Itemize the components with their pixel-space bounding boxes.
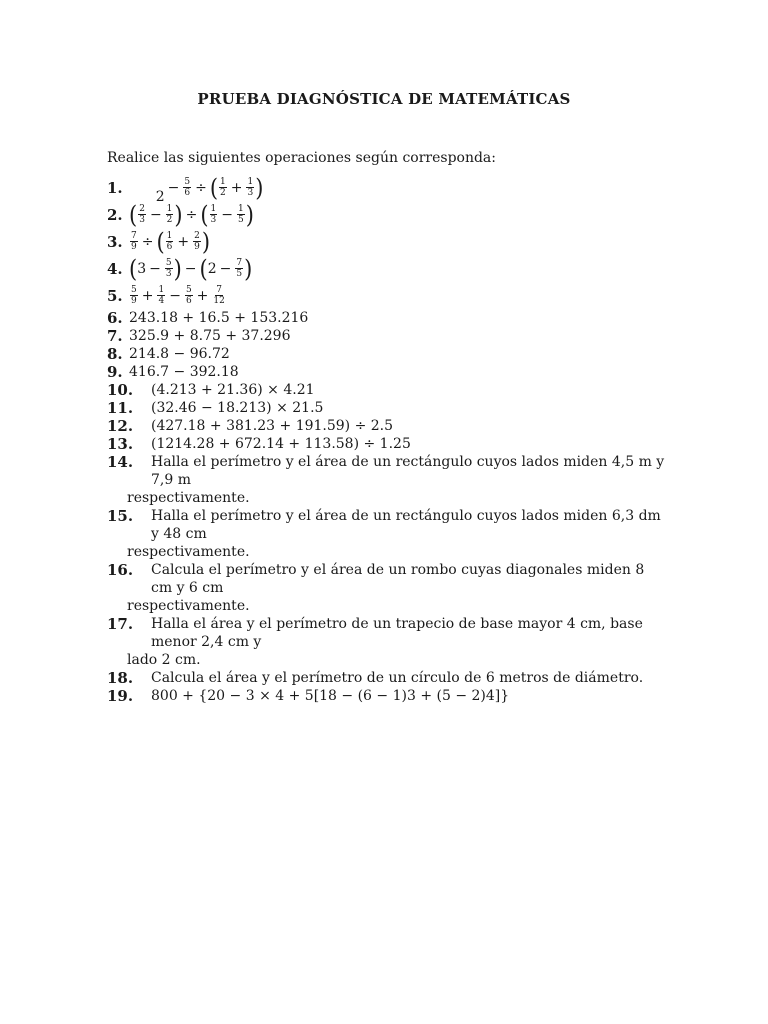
expression: (1214.28 + 672.14 + 113.58) ÷ 1.25 — [151, 436, 411, 452]
problem-text-continued: respectivamente. — [127, 544, 250, 560]
problem-text: Calcula el perímetro y el área de un rombo cuyas diagonales miden 8 cm y 6 cm — [151, 562, 645, 596]
page-title: PRUEBA DIAGNÓSTICA DE MATEMÁTICAS — [197, 90, 571, 108]
problem-text: Halla el perímetro y el área de un rectángulo cuyos lados miden 4,5 m y 7,9 m — [151, 454, 665, 488]
exercise-number: 18. — [107, 669, 134, 687]
exercise-8 — [107, 345, 667, 363]
problem-text: Halla el área y el perímetro de un trapecio de base mayor 4 cm, base menor 2,4 cm y — [151, 616, 643, 650]
exercise-number: 4. — [107, 259, 123, 278]
exercise-7 — [107, 327, 667, 345]
exercise-4 — [107, 255, 667, 282]
problem-text: Halla el perímetro y el área de un rectángulo cuyos lados miden 6,3 dm y 48 cm — [151, 508, 661, 542]
exercise-10 — [107, 381, 667, 399]
problem-text-continued: respectivamente. — [127, 490, 250, 506]
exercise-5 — [107, 282, 667, 309]
expression: (32.46 − 18.213) × 21.5 — [151, 400, 324, 416]
expression: (427.18 + 381.23 + 191.59) ÷ 2.5 — [151, 418, 394, 434]
exercise-number: 1. — [107, 178, 123, 197]
exercise-number: 11. — [107, 399, 134, 417]
exercise-16 — [107, 561, 667, 597]
exercise-number: 15. — [107, 507, 134, 525]
expression: 214.8 − 96.72 — [129, 346, 230, 362]
exercise-number: 8. — [107, 345, 123, 363]
exercise-number: 6. — [107, 309, 123, 327]
problem-text-continued: lado 2 cm. — [127, 652, 201, 668]
exercise-number: 17. — [107, 615, 134, 633]
exercise-number: 5. — [107, 286, 123, 305]
exercise-12 — [107, 417, 667, 435]
exercise-number: 9. — [107, 363, 123, 381]
expression: $\frac{7}{9}$ ÷ ( 1 6 + $\frac{2}{9}$ ) — [131, 227, 211, 256]
exercise-14 — [107, 453, 667, 489]
expression: ( 3 − $\frac{5}{3}$ ) − ( 2 − $\frac{7}{5}$ ) — [129, 254, 253, 283]
exercise-2 — [107, 201, 667, 228]
exercise-list — [107, 174, 667, 705]
exercise-number: 16. — [107, 561, 134, 579]
instructions: Realice las siguientes operaciones según corresponda: — [107, 150, 496, 166]
exercise-number: 3. — [107, 232, 123, 251]
exercise-number: 7. — [107, 327, 123, 345]
exercise-1 — [107, 173, 667, 205]
exercise-number: 14. — [107, 453, 134, 471]
exercise-18 — [107, 669, 667, 687]
expression: ( 2 3 − $\frac{1}{2}$ ) ÷ ( 1 3 − $\frac{1}{5}$ ) — [129, 200, 254, 229]
expression: 2 − $\frac{5}{6}$ ÷ ( 1 2 + $\frac{1}{3}$ ) — [155, 173, 264, 205]
expression: 800 + {20 − 3 × 4 + 5[18 − (6 − 1)3 + (5 − 2)4]} — [151, 688, 510, 704]
exercise-13 — [107, 435, 667, 453]
exercise-number: 2. — [107, 205, 123, 224]
exercise-3 — [107, 228, 667, 255]
exercise-17 — [107, 615, 667, 651]
exercise-number: 13. — [107, 435, 134, 453]
expression: 243.18 + 16.5 + 153.216 — [129, 310, 309, 326]
exercise-number: 10. — [107, 381, 134, 399]
exercise-9 — [107, 363, 667, 381]
expression: (4.213 + 21.36) × 4.21 — [151, 382, 315, 398]
problem-text-continued: respectivamente. — [127, 598, 250, 614]
exercise-19 — [107, 687, 667, 705]
exercise-number: 12. — [107, 417, 134, 435]
exercise-11 — [107, 399, 667, 417]
problem-text: Calcula el área y el perímetro de un círculo de 6 metros de diámetro. — [151, 670, 644, 686]
exercise-15 — [107, 507, 667, 543]
expression: 325.9 + 8.75 + 37.296 — [129, 328, 291, 344]
exercise-6 — [107, 309, 667, 327]
expression: 5 9 + $\frac{1}{4}$ − $\frac{5}{6}$ + $\frac{7}{12}$ — [131, 285, 225, 306]
expression: 416.7 − 392.18 — [129, 364, 239, 380]
exercise-number: 19. — [107, 687, 134, 705]
